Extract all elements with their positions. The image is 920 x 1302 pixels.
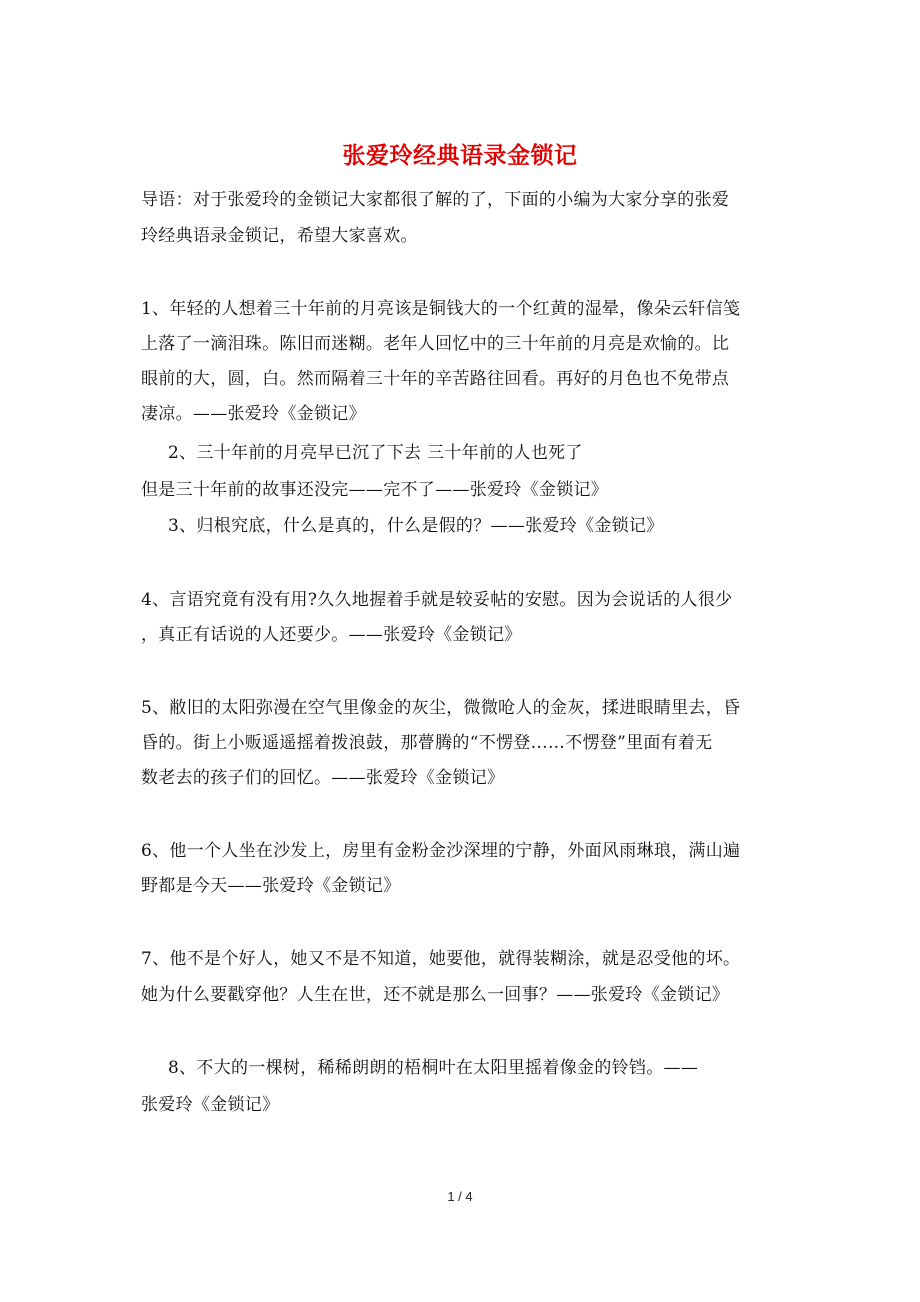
quote-5-line: 5、敝旧的太阳弥漫在空气里像金的灰尘，微微呛人的金灰，揉进眼睛里去，昏 [141,698,741,718]
quote-1-line: 眼前的大，圆，白。然而隔着三十年的辛苦路往回看。再好的月色也不免带点 [141,369,730,389]
quote-8-line: 张爱玲《金锁记》 [141,1095,280,1115]
quote-4-line: 4、言语究竟有没有用?久久地握着手就是较妥帖的安慰。因为会说话的人很少 [141,590,733,610]
page-number: 1 / 4 [447,1189,473,1204]
quote-4-line: ，真正有话说的人还要少。——张爱玲《金锁记》 [141,625,522,645]
document-title: 张爱玲经典语录金锁记 [342,142,578,169]
intro-line: 玲经典语录金锁记，希望大家喜欢。 [141,226,418,246]
quote-3-line: 3、归根究底，什么是真的，什么是假的？——张爱玲《金锁记》 [168,516,664,536]
quote-1-line: 上落了一滴泪珠。陈旧而迷糊。老年人回忆中的三十年前的月亮是欢愉的。比 [141,334,730,354]
quote-7-line: 她为什么要戳穿他？人生在世，还不就是那么一回事？——张爱玲《金锁记》 [141,985,730,1005]
quote-5-line: 昏的。街上小贩遥遥摇着拨浪鼓，那瞢腾的“不愣登……不愣登”里面有着无 [141,733,713,753]
quote-1-line: 1、年轻的人想着三十年前的月亮该是铜钱大的一个红黄的湿晕，像朵云轩信笺 [141,299,741,319]
quote-8-line: 8、不大的一棵树，稀稀朗朗的梧桐叶在太阳里摇着像金的铃铛。—— [168,1058,699,1078]
quote-7-line: 7、他不是个好人，她又不是不知道，她要他，就得装糊涂，就是忍受他的坏。 [141,949,741,969]
quote-5-line: 数老去的孩子们的回忆。——张爱玲《金锁记》 [141,768,505,788]
quote-1-line: 凄凉。——张爱玲《金锁记》 [141,404,366,424]
intro-line: 导语：对于张爱玲的金锁记大家都很了解的了，下面的小编为大家分享的张爱 [141,190,730,210]
quote-6-line: 6、他一个人坐在沙发上，房里有金粉金沙深埋的宁静，外面风雨琳琅，满山遍 [141,841,741,861]
quote-2-line: 2、三十年前的月亮早已沉了下去 三十年前的人也死了 [168,443,583,463]
quote-6-line: 野都是今天——张爱玲《金锁记》 [141,876,401,896]
quote-2-line: 但是三十年前的故事还没完——完不了——张爱玲《金锁记》 [141,480,609,500]
